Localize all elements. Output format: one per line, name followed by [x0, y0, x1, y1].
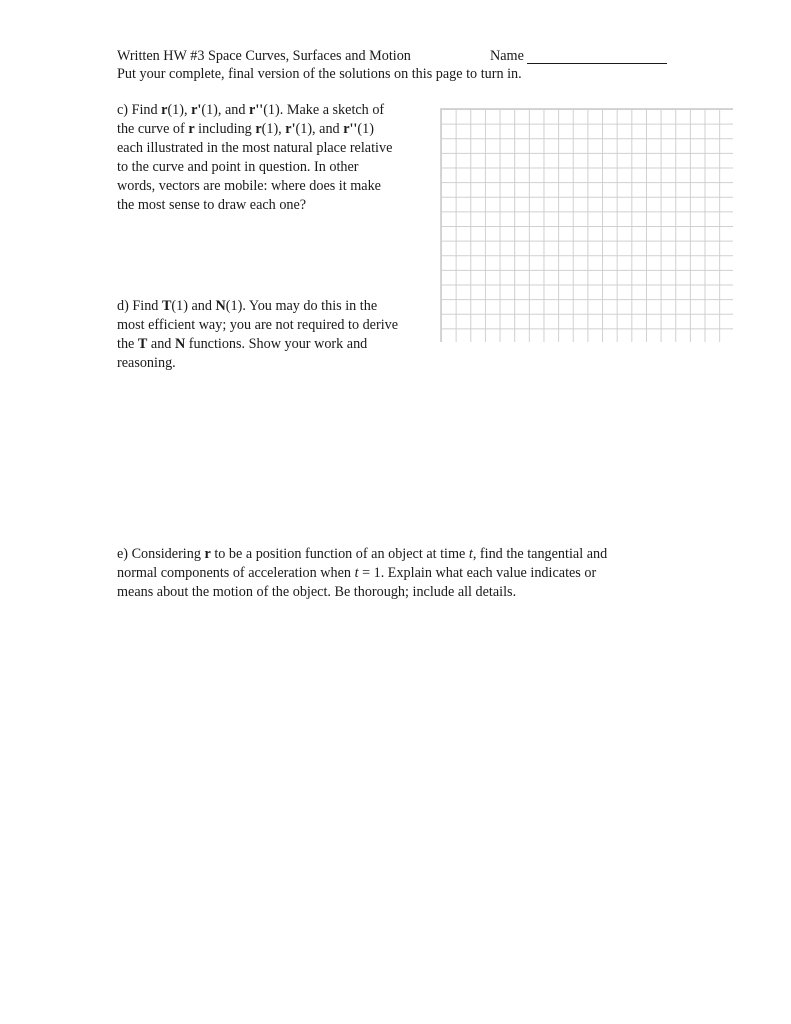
part-c-prompt: [117, 101, 427, 215]
part-e-prompt: [117, 545, 677, 602]
part-d-line-3: the T and N functions. Show your work and: [117, 336, 368, 352]
part-c-line-3: each illustrated in the most natural place relative: [117, 140, 393, 156]
instructions: Put your complete, final version of the solutions on this page to turn in.: [117, 66, 522, 82]
name-label: Name: [490, 48, 524, 64]
name-blank-line[interactable]: [527, 63, 667, 64]
part-e-line-2: normal components of acceleration when t = 1. Explain what each value indicates or: [117, 565, 597, 581]
part-d-line-4: reasoning.: [117, 355, 176, 371]
part-e-line-1: e) Considering r to be a position function of an object at time t, find the tangential and: [117, 546, 608, 562]
part-c-line-4: to the curve and point in question. In other: [117, 159, 359, 175]
part-d-prompt: [117, 297, 427, 373]
sketch-grid[interactable]: [440, 108, 733, 342]
part-c-line-1: c) Find r(1), r'(1), and r''(1). Make a sketch of: [117, 102, 385, 118]
part-d-line-1: d) Find T(1) and N(1). You may do this in the: [117, 298, 378, 314]
part-d-line-2: most efficient way; you are not required to derive: [117, 317, 399, 333]
part-c-line-5: words, vectors are mobile: where does it make: [117, 178, 381, 194]
assignment-title: Written HW #3 Space Curves, Surfaces and Motion: [117, 48, 411, 64]
part-c-line-6: the most sense to draw each one?: [117, 197, 307, 213]
part-c-line-2: the curve of r including r(1), r'(1), and r''(1): [117, 121, 374, 137]
part-e-line-3: means about the motion of the object. Be thorough; include all details.: [117, 584, 517, 600]
